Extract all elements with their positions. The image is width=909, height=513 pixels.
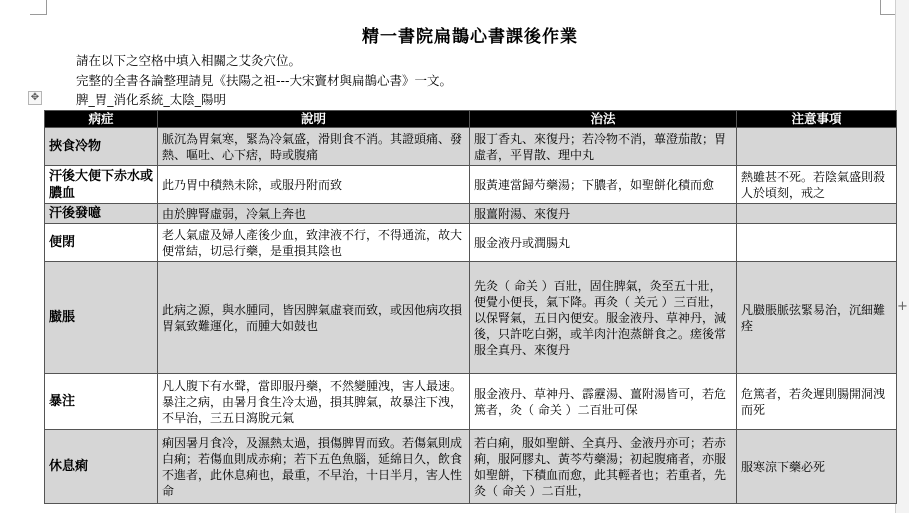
cell-treatment[interactable]: 服金液丹或潤腸丸 (470, 224, 737, 262)
cell-explanation[interactable]: 此病之源，與水腫同，皆因脾氣虛衰而致，或因他病攻損胃氣致難運化，而腫大如鼓也 (158, 262, 470, 374)
cell-treatment[interactable]: 服薑附湯、來復丹 (470, 204, 737, 224)
table-row (45, 204, 897, 224)
cell-explanation[interactable]: 由於脾腎虛弱，冷氣上奔也 (158, 204, 470, 224)
cell-explanation[interactable]: 脈沉為胃氣寒，緊為冷氣盛，滑則食不消。其證頭痛、發熱、嘔吐、心下痞，時或腹痛 (158, 128, 470, 166)
section-heading: 脾_胃_消化系統_太陰_陽明 (76, 92, 227, 107)
table-header-row (45, 111, 897, 128)
intro-instruction: 請在以下之空格中填入相關之艾灸穴位。 (76, 53, 302, 68)
page-title: 精一書院扁鵲心書課後作業 (362, 27, 578, 47)
cell-notes[interactable] (737, 128, 897, 166)
crop-mark-top-left (30, 0, 47, 15)
cell-notes[interactable] (737, 224, 897, 262)
cell-disease[interactable]: 休息痢 (45, 430, 158, 504)
cell-disease[interactable]: 汗後發噫 (45, 204, 158, 224)
cell-disease[interactable]: 暴注 (45, 374, 158, 430)
cell-treatment[interactable]: 服丁香丸、來復丹；若冷物不消，蓽澄茄散；胃虛者，平胃散、理中丸 (470, 128, 737, 166)
table-move-handle-icon[interactable]: ✥ (28, 91, 42, 105)
header-disease: 病症 (45, 111, 158, 128)
cell-treatment[interactable]: 若白痢，服如聖餅、全真丹、金液丹亦可；若赤痢，服阿膠丸、黃芩芍藥湯；初起腹痛者，亦服如聖餅，下積血而愈，此其輕者也；若重者，先灸（ 命关 ）二百壯， (470, 430, 737, 504)
table-row (45, 430, 897, 504)
cell-notes[interactable] (737, 204, 897, 224)
header-explanation: 說明 (158, 111, 470, 128)
cell-explanation[interactable]: 老人氣虛及婦人產後少血，致津液不行，不得通流，故大便常結，切忌行藥，是重損其陰也 (158, 224, 470, 262)
table-row (45, 262, 897, 374)
table-row (45, 166, 897, 204)
cell-disease[interactable]: 挾食冷物 (45, 128, 158, 166)
cell-treatment[interactable]: 服金液丹、草神丹、霹靂湯、薑附湯皆可，若危篤者，灸（ 命关 ）二百壯可保 (470, 374, 737, 430)
table-row (45, 374, 897, 430)
header-notes: 注意事項 (737, 111, 897, 128)
cell-notes[interactable]: 熱雖甚不死。若陰氣盛則殺人於頃刻，戒之 (737, 166, 897, 204)
header-treatment: 治法 (470, 111, 737, 128)
cell-notes[interactable]: 凡臌脹脈弦緊易治，沉細難痊 (737, 262, 897, 374)
crop-mark-top-right (880, 0, 895, 15)
disease-table (44, 110, 897, 504)
table-row (45, 224, 897, 262)
cell-notes[interactable]: 服寒涼下藥必死 (737, 430, 897, 504)
cell-treatment[interactable]: 先灸（ 命关 ）百壯，固住脾氣，灸至五十壯，便覺小便長，氣下降。再灸（ 关元 ）三百壯，以保腎氣，五日內便安。服金液丹、草神丹，減後，只許吃白粥，或羊肉汁泡蒸餅食之。瘥後常服全真丹、來復丹 (470, 262, 737, 374)
cell-explanation[interactable]: 此乃胃中積熱未除，或服丹附而致 (158, 166, 470, 204)
page-right-margin (895, 0, 909, 513)
intro-reference: 完整的全書各論整理請見《扶陽之祖---大宋竇材與扁鵲心書》一文。 (76, 73, 453, 88)
cell-disease[interactable]: 便閉 (45, 224, 158, 262)
cell-explanation[interactable]: 痢因暑月食冷，及濕熱太過，損傷脾胃而致。若傷氣則成白痢；若傷血則成赤痢；若下五色魚腦，延綿日久，飲食不進者，此休息痢也，最重，不早治，十日半月，害人性命 (158, 430, 470, 504)
cell-treatment[interactable]: 服黃連當歸芍藥湯；下膿者，如聖餅化積而愈 (470, 166, 737, 204)
cell-notes[interactable]: 危篤者，若灸遲則腸開洞洩而死 (737, 374, 897, 430)
cell-explanation[interactable]: 凡人腹下有水聲，當即服丹藥，不然變腫洩，害人最速。暴注之病，由暑月食生冷太過，損其脾氣，故暴注下洩，不早治，三五日瀉脫元氣 (158, 374, 470, 430)
cell-disease[interactable]: 汗後大便下赤水或膿血 (45, 166, 158, 204)
table-row (45, 128, 897, 166)
cell-disease[interactable]: 臌脹 (45, 262, 158, 374)
add-column-icon[interactable]: + (897, 299, 908, 314)
